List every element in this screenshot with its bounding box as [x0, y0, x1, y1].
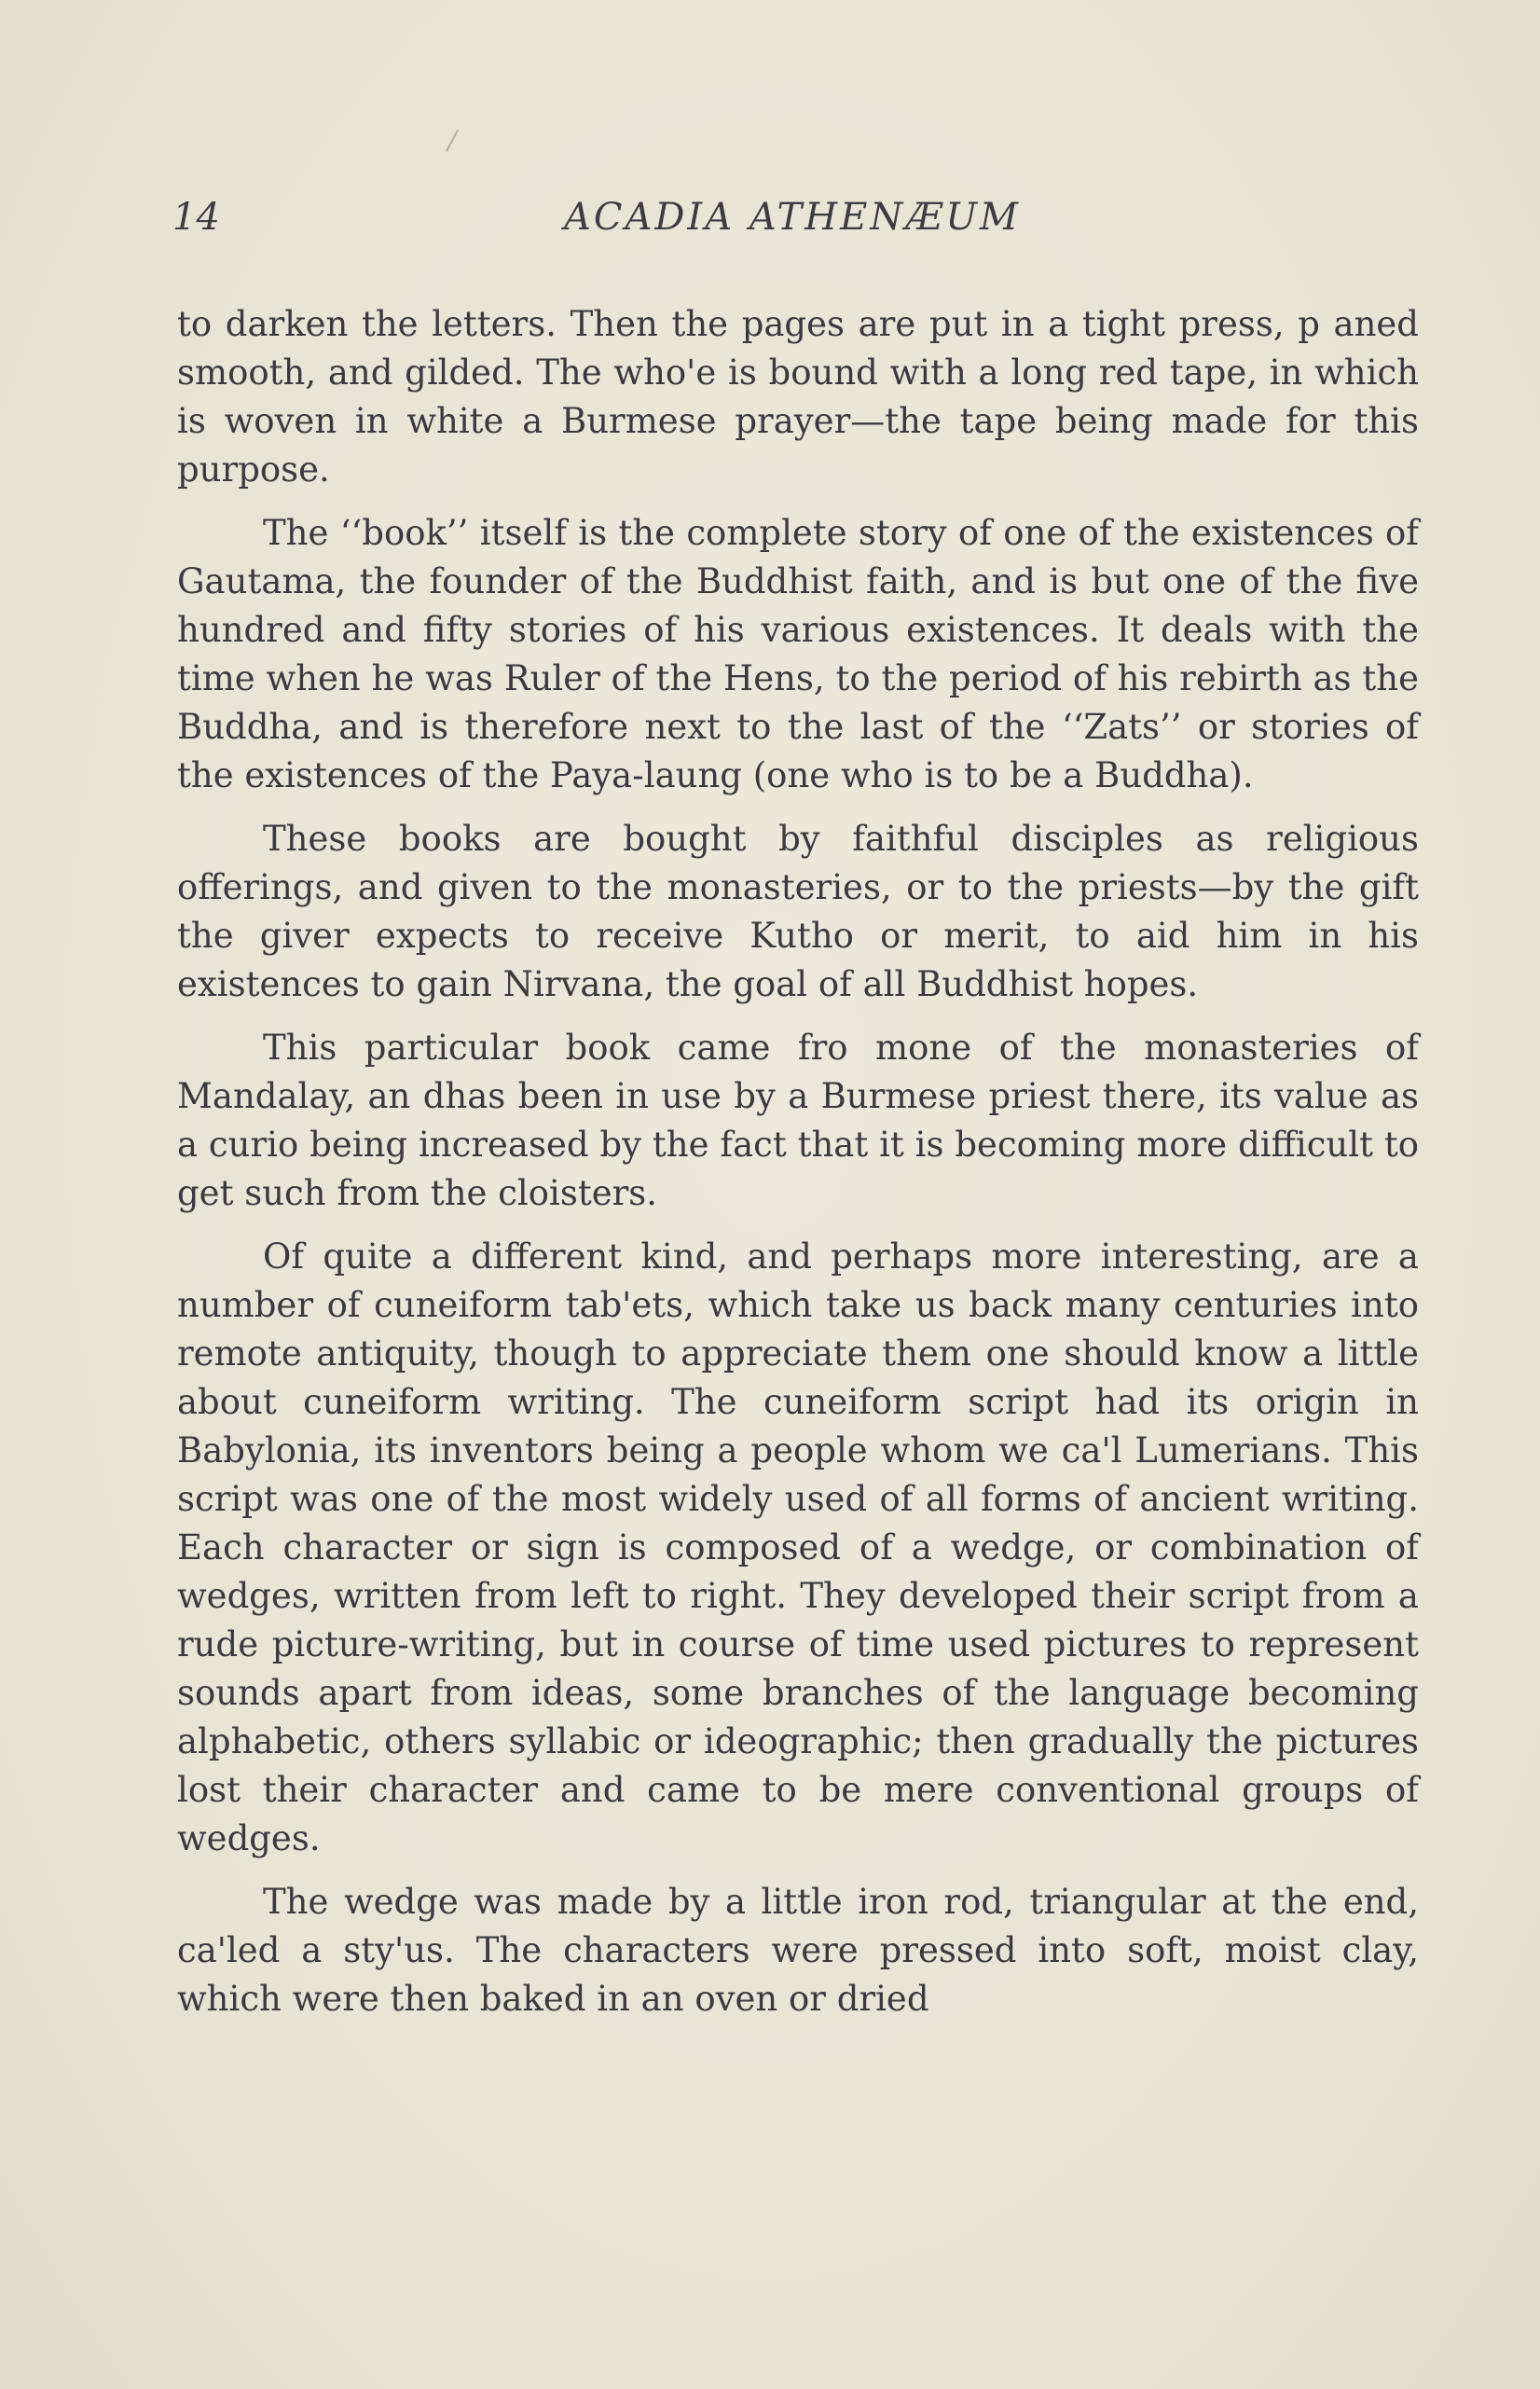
paragraph: Of quite a different kind, and perhaps more interesting, are a number of cuneiform tab'ets, which take us back many centuries into remote antiquity, though to appreciate them one should know a little about cuneiform writing. The cuneiform script had its origin in Babylonia, its inventors being a people whom we ca'l Lumerians. This script was one of the most widely used of all forms of ancient writing. Each character or sign is composed of a wedge, or combination of wedges, written from left to right. They developed their script from a rude picture-writing, but in course of time used pictures to represent sounds apart from ideas, some branches of the language becoming alphabetic, others syllabic or ideographic; then gradually the pictures lost their character and came to be mere conventional groups of wedges. [177, 1236, 1419, 1858]
body-text [177, 300, 1419, 2038]
paragraph-continued: to darken the letters. Then the pages are put in a tight press, p aned smooth, and gilded. The who'e is bound with a long red tape, in which is woven in white a Burmese prayer—the tape being made for this purpose. [177, 304, 1419, 490]
paragraph: The wedge was made by a little iron rod, triangular at the end, ca'led a sty'us. The characters were pressed into soft, moist clay, which were then baked in an oven or dried [177, 1882, 1419, 2019]
running-head [172, 196, 1412, 252]
paragraph: These books are bought by faithful disciples as religious offerings, and given to the monasteries, or to the priests—by the gift the giver expects to receive Kutho or merit, to aid him in his existences to gain Nirvana, the goal of all Buddhist hopes. [177, 819, 1419, 1004]
journal-title: ACADIA ATHENÆUM [563, 196, 1022, 239]
page-number: 14 [172, 196, 220, 239]
stray-pencil-mark [446, 130, 459, 152]
paragraph: This particular book came fro mone of the monasteries of Mandalay, an dhas been in use by a Burmese priest there, its value as a curio being increased by the fact that it is becoming more difficult to get such from the cloisters. [177, 1028, 1419, 1213]
paragraph: The ‘‘book’’ itself is the complete story of one of the existences of Gautama, the founder of the Buddhist faith, and is but one of the five hundred and fifty stories of his various existences. It deals with the time when he was Ruler of the Hens, to the period of his rebirth as the Buddha, and is therefore next to the last of the ‘‘Zats’’ or stories of the existences of the Paya-laung (one who is to be a Buddha). [177, 513, 1419, 795]
